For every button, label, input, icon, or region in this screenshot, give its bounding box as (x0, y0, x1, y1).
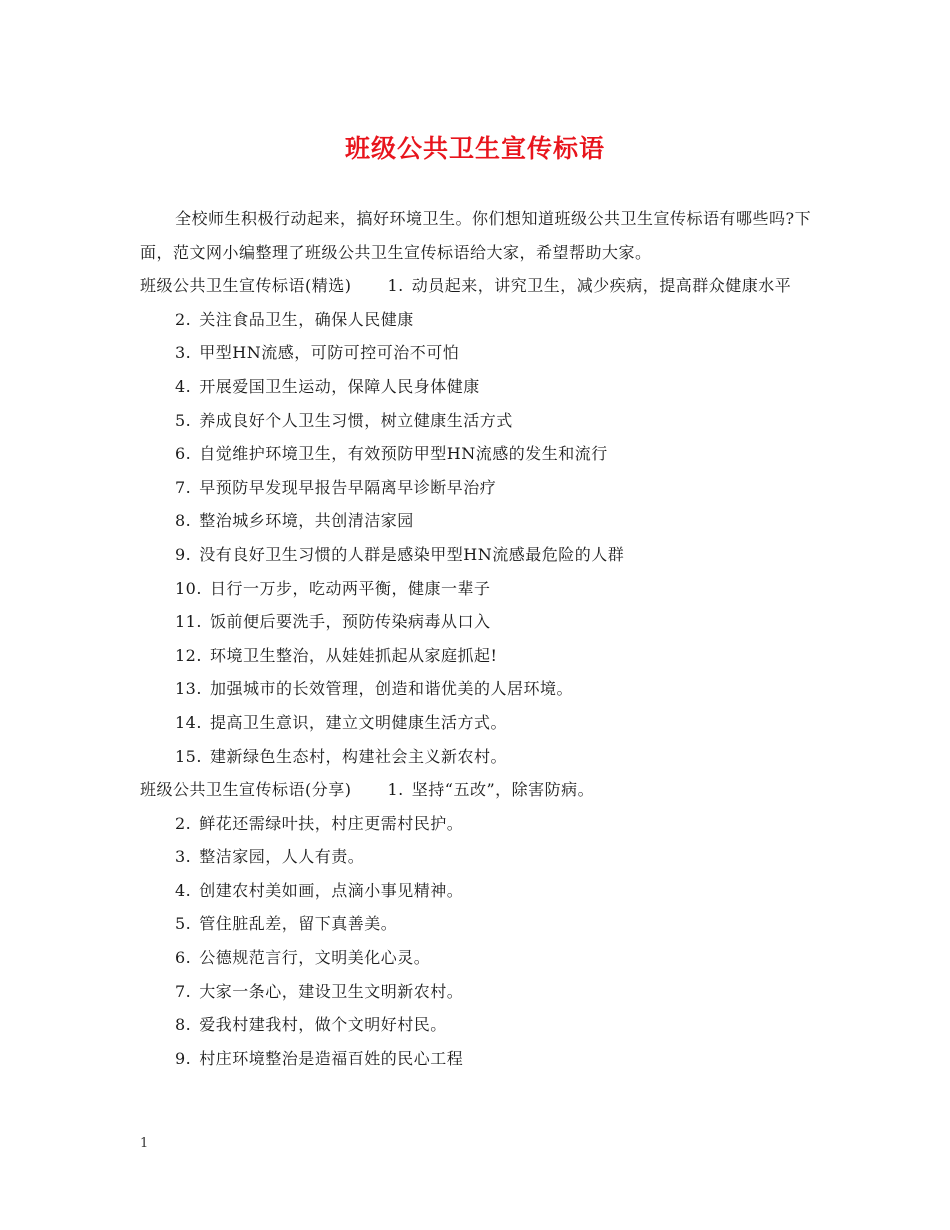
list-item-number: 2. (175, 813, 192, 833)
intro-paragraph: 全校师生积极行动起来，搞好环境卫生。你们想知道班级公共卫生宣传标语有哪些吗?下面，范文网小编整理了班级公共卫生宣传标语给大家，希望帮助大家。 (140, 209, 812, 262)
page-title: 班级公共卫生宣传标语 (344, 134, 605, 163)
list-item-text: 开展爱国卫生运动，保障人民身体健康 (199, 376, 480, 396)
list-item (140, 370, 820, 404)
list-item (140, 639, 820, 673)
section2-first-text: 坚持“五改”，除害防病。 (411, 780, 595, 800)
list-item (140, 740, 820, 774)
list-item-text: 建新绿色生态村，构建社会主义新农村。 (209, 746, 507, 766)
list-item-text: 日行一万步，吃动两平衡，健康一辈子 (209, 578, 491, 598)
list-item (140, 840, 820, 874)
list-item (140, 504, 820, 538)
section1-list (140, 303, 820, 773)
list-item-number: 14. (175, 712, 202, 732)
list-item-text: 饭前便后要洗手，预防传染病毒从口入 (209, 612, 491, 632)
list-item (140, 807, 820, 841)
list-item (140, 907, 820, 941)
list-item-number: 5. (175, 410, 192, 430)
list-item-text: 早预防早发现早报告早隔离早诊断早治疗 (199, 477, 497, 497)
list-item-number: 8. (175, 511, 192, 531)
list-item-text: 关注食品卫生，确保人民健康 (199, 309, 414, 329)
section1-heading: 班级公共卫生宣传标语(精选) (140, 276, 352, 296)
list-item-text: 环境卫生整治，从娃娃抓起从家庭抓起! (209, 645, 498, 665)
list-item (140, 404, 820, 438)
list-item-number: 7. (175, 477, 192, 497)
list-item (140, 605, 820, 639)
list-item-number: 6. (175, 444, 192, 464)
section2-first-num: 1. (387, 780, 404, 800)
list-item (140, 1042, 820, 1076)
list-item-text: 管住脏乱差，留下真善美。 (199, 914, 398, 934)
list-item-number: 13. (175, 679, 202, 699)
list-item-number: 9. (175, 1048, 192, 1068)
list-item-number: 8. (175, 1015, 192, 1035)
list-item-text: 鲜花还需绿叶扶，村庄更需村民护。 (199, 813, 464, 833)
list-item-text: 养成良好个人卫生习惯，树立健康生活方式 (199, 410, 513, 430)
list-item-text: 没有良好卫生习惯的人群是感染甲型HN流感最危险的人群 (199, 544, 625, 564)
list-item-number: 4. (175, 376, 192, 396)
document-body (140, 202, 820, 1075)
section2-list (140, 807, 820, 1076)
list-item-number: 11. (175, 612, 202, 632)
list-item-text: 加强城市的长效管理，创造和谐优美的人居环境。 (209, 679, 573, 699)
list-item-text: 整治城乡环境，共创清洁家园 (199, 511, 414, 531)
list-item (140, 1008, 820, 1042)
list-item (140, 706, 820, 740)
list-item (140, 336, 820, 370)
list-item-number: 7. (175, 981, 192, 1001)
list-item (140, 975, 820, 1009)
list-item-number: 9. (175, 544, 192, 564)
page-number: 1 (140, 1136, 149, 1151)
section1-first-num: 1. (387, 276, 404, 296)
list-item (140, 941, 820, 975)
list-item-text: 甲型HN流感，可防可控可治不可怕 (199, 343, 460, 363)
list-item-text: 村庄环境整治是造福百姓的民心工程 (199, 1048, 464, 1068)
list-item-number: 6. (175, 948, 192, 968)
section2-lead (140, 773, 820, 807)
list-item (140, 874, 820, 908)
list-item-text: 整洁家园，人人有责。 (199, 847, 365, 867)
list-item-text: 公德规范言行，文明美化心灵。 (199, 948, 431, 968)
list-item-number: 12. (175, 645, 202, 665)
list-item-number: 2. (175, 309, 192, 329)
list-item-text: 爱我村建我村，做个文明好村民。 (199, 1015, 447, 1035)
section1-first-text: 动员起来，讲究卫生，减少疾病，提高群众健康水平 (411, 276, 792, 296)
list-item-number: 3. (175, 343, 192, 363)
list-item (140, 437, 820, 471)
list-item-number: 10. (175, 578, 202, 598)
list-item (140, 538, 820, 572)
list-item-text: 创建农村美如画，点滴小事见精神。 (199, 880, 464, 900)
section2-heading: 班级公共卫生宣传标语(分享) (140, 780, 352, 800)
section1-lead (140, 269, 820, 303)
list-item-text: 提高卫生意识，建立文明健康生活方式。 (209, 712, 507, 732)
list-item-number: 5. (175, 914, 192, 934)
list-item-number: 3. (175, 847, 192, 867)
list-item (140, 572, 820, 606)
list-item-number: 4. (175, 880, 192, 900)
list-item (140, 303, 820, 337)
list-item-text: 自觉维护环境卫生，有效预防甲型HN流感的发生和流行 (199, 444, 608, 464)
list-item (140, 672, 820, 706)
list-item-number: 15. (175, 746, 202, 766)
list-item (140, 471, 820, 505)
list-item-text: 大家一条心，建设卫生文明新农村。 (199, 981, 464, 1001)
